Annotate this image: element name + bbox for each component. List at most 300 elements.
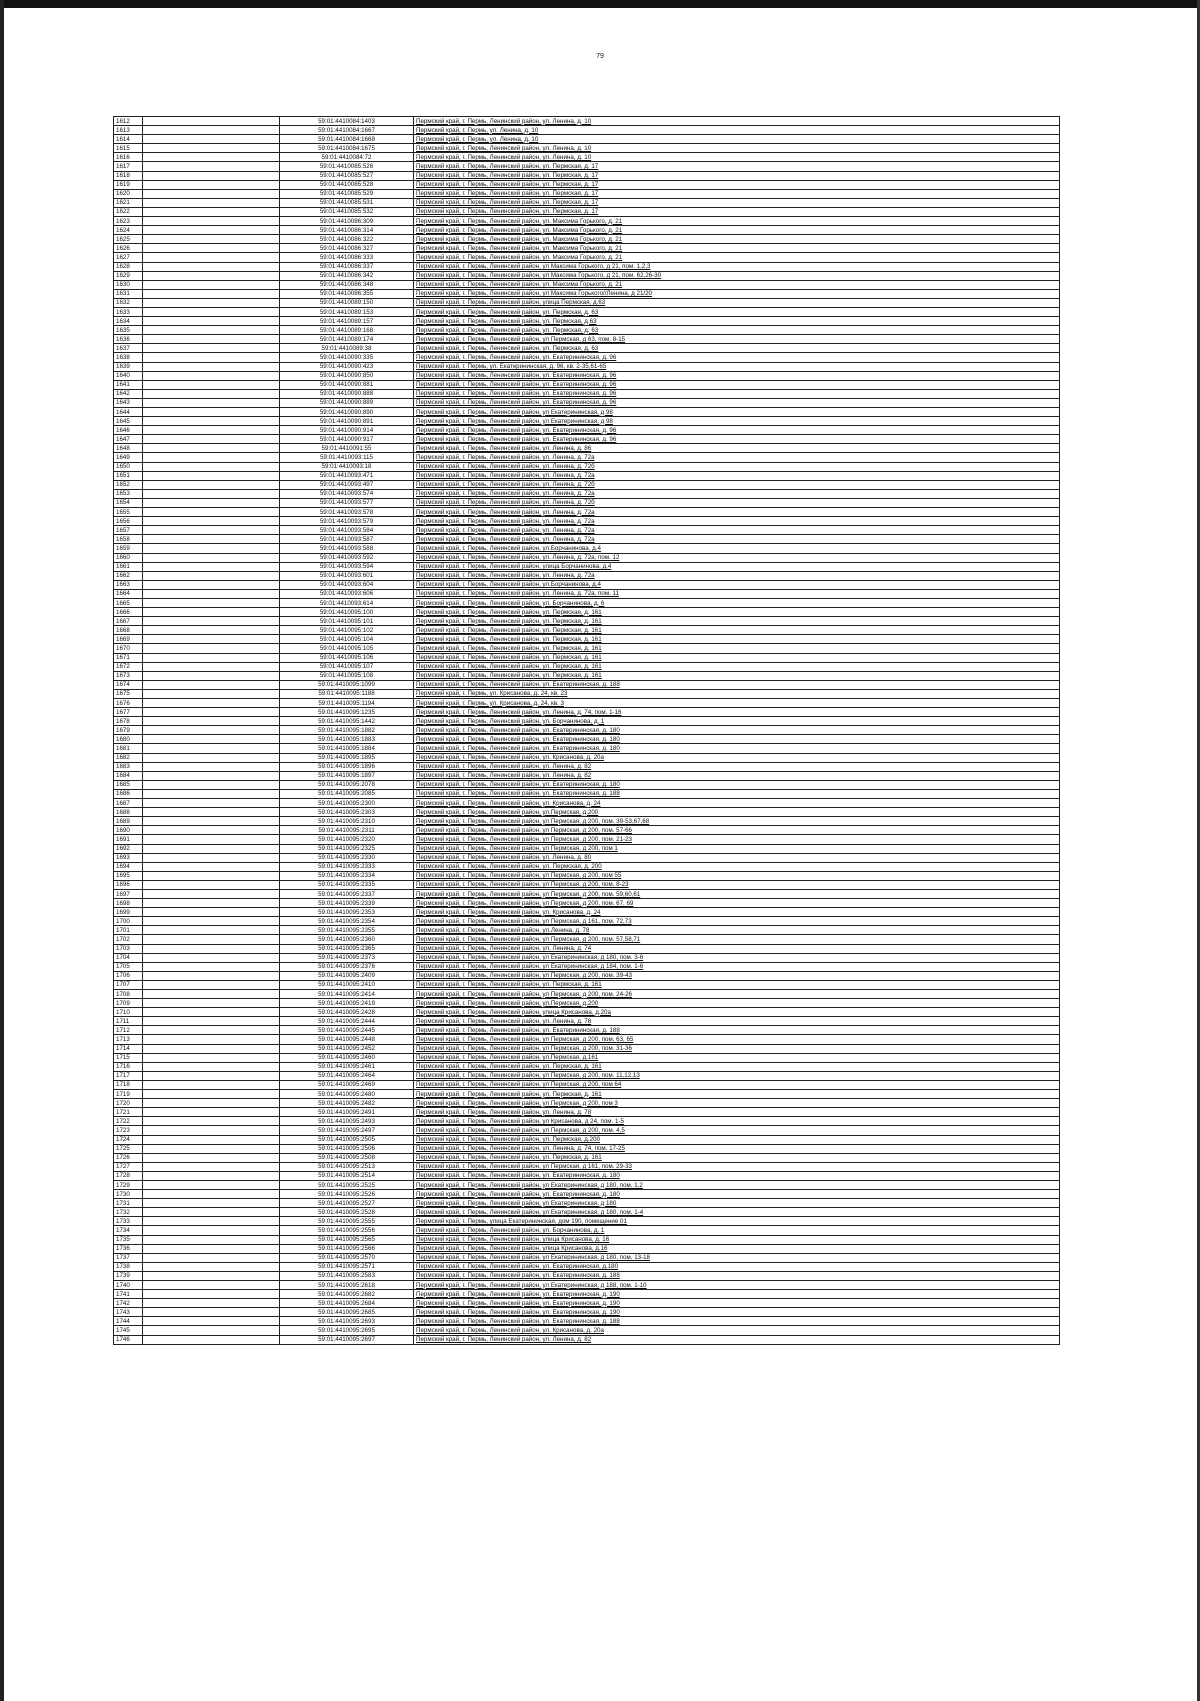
- cadastral-number-cell: 59:01:4410090:889: [280, 398, 414, 407]
- address-cell: Пермский край, г. Пермь, Ленинский район, ул. Ленина, д. 72а: [414, 526, 1060, 535]
- address-cell: Пермский край, г. Пермь, Ленинский район, ул. Екатерининская, д. 180: [414, 735, 1060, 744]
- cadastral-number-cell: 59:01:4410095:2445: [280, 1026, 414, 1035]
- address-cell: Пермский край, г. Пермь, Ленинский район, ул Крисанова, д 24, пом. 1-5: [414, 1117, 1060, 1126]
- registry-table: [113, 116, 1060, 1345]
- cadastral-number-cell: 59:01:4410095:2482: [280, 1099, 414, 1108]
- row-number-cell: 1665: [114, 598, 143, 607]
- address-cell: Пермский край, г. Пермь, Ленинский район, ул Екатерининская, д 180, пом. 3-6: [414, 953, 1060, 962]
- table-row: [114, 753, 1060, 762]
- row-number-cell: 1717: [114, 1071, 143, 1080]
- address-cell: Пермский край, г. Пермь, Ленинский район, ул. Екатерининская, д.180: [414, 1262, 1060, 1271]
- empty-cell: [143, 135, 280, 144]
- cadastral-number-cell: 59:01:4410085:531: [280, 198, 414, 207]
- cadastral-number-cell: 59:01:4410095:2311: [280, 826, 414, 835]
- table-row: [114, 117, 1060, 126]
- empty-cell: [143, 1117, 280, 1126]
- cadastral-number-cell: 59:01:4410086:355: [280, 289, 414, 298]
- cadastral-number-cell: 59:01:4410095:2339: [280, 899, 414, 908]
- cadastral-number-cell: 59:01:4410091:55: [280, 444, 414, 453]
- table-row: [114, 317, 1060, 326]
- empty-cell: [143, 1235, 280, 1244]
- address-cell: Пермский край, г. Пермь, Ленинский район, ул. Пермская, д. 161: [414, 635, 1060, 644]
- address-cell: Пермский край, г. Пермь, ул. Крисанова, д. 24, кв. 3: [414, 699, 1060, 708]
- table-row: [114, 1026, 1060, 1035]
- empty-cell: [143, 662, 280, 671]
- address-cell: Пермский край, г. Пермь, Ленинский район, ул Екатерининская, д 98: [414, 408, 1060, 417]
- table-row: [114, 1235, 1060, 1244]
- empty-cell: [143, 1044, 280, 1053]
- cadastral-number-cell: 59:01:4410093:588: [280, 544, 414, 553]
- empty-cell: [143, 171, 280, 180]
- cadastral-number-cell: 59:01:4410095:1883: [280, 735, 414, 744]
- address-cell: Пермский край, г. Пермь, Ленинский район, ул. Ленина, д. 72а, пом. 12: [414, 553, 1060, 562]
- row-number-cell: 1714: [114, 1044, 143, 1053]
- table-row: [114, 853, 1060, 862]
- address-cell: Пермский край, г. Пермь, Ленинский район, ул. Пермская, д. 161: [414, 644, 1060, 653]
- address-cell: Пермский край, г. Пермь, Ленинский район, ул Екатерининская, д 180: [414, 1199, 1060, 1208]
- row-number-cell: 1660: [114, 553, 143, 562]
- row-number-cell: 1666: [114, 608, 143, 617]
- address-cell: Пермский край, г. Пермь, Ленинский район, ул. Ленина, д. 72а: [414, 571, 1060, 580]
- empty-cell: [143, 453, 280, 462]
- empty-cell: [143, 362, 280, 371]
- address-cell: Пермский край, г. Пермь, Ленинский район, ул. Ленина, д. 72а, пом. 11: [414, 589, 1060, 598]
- empty-cell: [143, 962, 280, 971]
- row-number-cell: 1638: [114, 353, 143, 362]
- table-row: [114, 180, 1060, 189]
- empty-cell: [143, 717, 280, 726]
- cadastral-number-cell: 59:01:4410095:2078: [280, 780, 414, 789]
- address-cell: Пермский край, г. Пермь, Ленинский район, ул. Максима Горького, д. 21: [414, 217, 1060, 226]
- row-number-cell: 1729: [114, 1180, 143, 1189]
- row-number-cell: 1631: [114, 289, 143, 298]
- empty-cell: [143, 280, 280, 289]
- table-row: [114, 453, 1060, 462]
- row-number-cell: 1699: [114, 908, 143, 917]
- row-number-cell: 1626: [114, 244, 143, 253]
- row-number-cell: 1694: [114, 862, 143, 871]
- row-number-cell: 1718: [114, 1080, 143, 1089]
- empty-cell: [143, 1281, 280, 1290]
- cadastral-number-cell: 59:01:4410095:2410: [280, 980, 414, 989]
- empty-cell: [143, 517, 280, 526]
- table-row: [114, 326, 1060, 335]
- table-row: [114, 580, 1060, 589]
- empty-cell: [143, 598, 280, 607]
- cadastral-number-cell: 59:01:4410085:528: [280, 180, 414, 189]
- row-number-cell: 1734: [114, 1226, 143, 1235]
- cadastral-number-cell: 59:01:4410095:2360: [280, 935, 414, 944]
- table-row: [114, 517, 1060, 526]
- address-cell: Пермский край, г. Пермь, Ленинский район, ул. Пермская, д. 17: [414, 162, 1060, 171]
- cadastral-number-cell: 59:01:4410095:2085: [280, 789, 414, 798]
- address-cell: Пермский край, г. Пермь, Ленинский район, ул. Максима Горького, д. 21: [414, 244, 1060, 253]
- address-cell: Пермский край, г. Пермь, Ленинский район, ул. Екатерининская, д. 188: [414, 1026, 1060, 1035]
- cadastral-number-cell: 59:01:4410086:322: [280, 235, 414, 244]
- address-cell: Пермский край, г. Пермь, Ленинский район, ул. Пермская, д. 161: [414, 662, 1060, 671]
- cadastral-number-cell: 59:01:4410085:529: [280, 189, 414, 198]
- cadastral-number-cell: 59:01:4410095:2480: [280, 1090, 414, 1099]
- cadastral-number-cell: 59:01:4410093:587: [280, 535, 414, 544]
- table-row: [114, 444, 1060, 453]
- cadastral-number-cell: 59:01:4410093:614: [280, 598, 414, 607]
- row-number-cell: 1746: [114, 1335, 143, 1344]
- row-number-cell: 1649: [114, 453, 143, 462]
- row-number-cell: 1646: [114, 426, 143, 435]
- cadastral-number-cell: 59:01:4410086:348: [280, 280, 414, 289]
- address-cell: Пермский край, г. Пермь, Ленинский район, ул Пермская, д 200, пом 3: [414, 1099, 1060, 1108]
- row-number-cell: 1731: [114, 1199, 143, 1208]
- table-row: [114, 699, 1060, 708]
- table-row: [114, 562, 1060, 571]
- address-cell: Пермский край, г. Пермь, Ленинский район, ул Пермская, д 200, пом. 39-43: [414, 971, 1060, 980]
- cadastral-number-cell: 59:01:4410095:2556: [280, 1226, 414, 1235]
- table-row: [114, 762, 1060, 771]
- cadastral-number-cell: 59:01:4410095:2428: [280, 1008, 414, 1017]
- address-cell: Пермский край, г. Пермь, Ленинский район, ул. Пермская, д.63: [414, 317, 1060, 326]
- cadastral-number-cell: 59:01:4410095:2464: [280, 1071, 414, 1080]
- row-number-cell: 1641: [114, 380, 143, 389]
- row-number-cell: 1642: [114, 389, 143, 398]
- empty-cell: [143, 1308, 280, 1317]
- row-number-cell: 1639: [114, 362, 143, 371]
- empty-cell: [143, 444, 280, 453]
- address-cell: Пермский край, г. Пермь, Ленинский район, улица Пермская, д.63: [414, 298, 1060, 307]
- cadastral-number-cell: 59:01:4410095:2583: [280, 1271, 414, 1280]
- empty-cell: [143, 198, 280, 207]
- table-row: [114, 1144, 1060, 1153]
- cadastral-number-cell: 59:01:4410095:2555: [280, 1217, 414, 1226]
- row-number-cell: 1664: [114, 589, 143, 598]
- empty-cell: [143, 408, 280, 417]
- empty-cell: [143, 1162, 280, 1171]
- row-number-cell: 1681: [114, 744, 143, 753]
- empty-cell: [143, 180, 280, 189]
- row-number-cell: 1739: [114, 1271, 143, 1280]
- table-row: [114, 1317, 1060, 1326]
- table-row: [114, 526, 1060, 535]
- row-number-cell: 1671: [114, 653, 143, 662]
- address-cell: Пермский край, г. Пермь, Ленинский район, ул. Екатерининская, д. 180: [414, 744, 1060, 753]
- cadastral-number-cell: 59:01:4410095:106: [280, 653, 414, 662]
- row-number-cell: 1710: [114, 1008, 143, 1017]
- address-cell: Пермский край, г. Пермь, Ленинский район, ул. Ленина, д. 72а: [414, 471, 1060, 480]
- cadastral-number-cell: 59:01:4410095:2353: [280, 908, 414, 917]
- address-cell: Пермский край, г. Пермь, Ленинский район, ул. Пермская, д. 17: [414, 171, 1060, 180]
- table-row: [114, 1335, 1060, 1344]
- row-number-cell: 1624: [114, 226, 143, 235]
- cadastral-number-cell: 59:01:4410090:891: [280, 417, 414, 426]
- row-number-cell: 1685: [114, 780, 143, 789]
- address-cell: Пермский край, г. Пермь, Ленинский район, ул. Пермская, д. 17: [414, 207, 1060, 216]
- table-row: [114, 162, 1060, 171]
- table-row: [114, 1199, 1060, 1208]
- table-row: [114, 307, 1060, 316]
- table-row: [114, 1108, 1060, 1117]
- cadastral-number-cell: 59:01:4410095:2695: [280, 1326, 414, 1335]
- address-cell: Пермский край, г. Пермь, Ленинский район, ул. Екатерининская, д. 96: [414, 371, 1060, 380]
- address-cell: Пермский край, г. Пермь, ул. Ленина, д. 10: [414, 126, 1060, 135]
- table-row: [114, 353, 1060, 362]
- row-number-cell: 1703: [114, 944, 143, 953]
- cadastral-number-cell: 59:01:4410084:1668: [280, 135, 414, 144]
- empty-cell: [143, 153, 280, 162]
- address-cell: Пермский край, г. Пермь, Ленинский район, улица Крисанова, д. 16: [414, 1235, 1060, 1244]
- row-number-cell: 1712: [114, 1026, 143, 1035]
- empty-cell: [143, 999, 280, 1008]
- table-row: [114, 1271, 1060, 1280]
- address-cell: Пермский край, г. Пермь, ул. Ленина, д. 10: [414, 135, 1060, 144]
- table-row: [114, 489, 1060, 498]
- row-number-cell: 1623: [114, 217, 143, 226]
- address-cell: Пермский край, г. Пермь, Ленинский район, ул. Ленина, д. 72а: [414, 517, 1060, 526]
- address-cell: Пермский край, г. Пермь, Ленинский район, ул. Ленина, д. 74, пом. 1-16: [414, 708, 1060, 717]
- empty-cell: [143, 162, 280, 171]
- table-row: [114, 1290, 1060, 1299]
- table-row: [114, 835, 1060, 844]
- table-row: [114, 426, 1060, 435]
- empty-cell: [143, 753, 280, 762]
- cadastral-number-cell: 59:01:4410090:881: [280, 380, 414, 389]
- table-row: [114, 1117, 1060, 1126]
- empty-cell: [143, 389, 280, 398]
- empty-cell: [143, 244, 280, 253]
- cadastral-number-cell: 59:01:4410095:2684: [280, 1299, 414, 1308]
- empty-cell: [143, 844, 280, 853]
- empty-cell: [143, 817, 280, 826]
- table-row: [114, 344, 1060, 353]
- table-row: [114, 889, 1060, 898]
- address-cell: Пермский край, г. Пермь, Ленинский район, ул. Екатерининская, д. 190: [414, 1308, 1060, 1317]
- table-row: [114, 135, 1060, 144]
- empty-cell: [143, 680, 280, 689]
- address-cell: Пермский край, г. Пермь, Ленинский район, ул. Пермская, д. 161: [414, 671, 1060, 680]
- empty-cell: [143, 1190, 280, 1199]
- cadastral-number-cell: 59:01:4410095:2444: [280, 1017, 414, 1026]
- cadastral-number-cell: 59:01:4410086:337: [280, 262, 414, 271]
- address-cell: Пермский край, г. Пермь, Ленинский район, ул. Пермская, д. 17: [414, 180, 1060, 189]
- empty-cell: [143, 799, 280, 808]
- row-number-cell: 1711: [114, 1017, 143, 1026]
- empty-cell: [143, 1208, 280, 1217]
- cadastral-number-cell: 59:01:4410095:2697: [280, 1335, 414, 1344]
- cadastral-number-cell: 59:01:4410093:604: [280, 580, 414, 589]
- row-number-cell: 1620: [114, 189, 143, 198]
- row-number-cell: 1656: [114, 517, 143, 526]
- cadastral-number-cell: 59:01:4410095:1897: [280, 771, 414, 780]
- cadastral-number-cell: 59:01:4410093:18: [280, 462, 414, 471]
- row-number-cell: 1691: [114, 835, 143, 844]
- cadastral-number-cell: 59:01:4410090:888: [280, 389, 414, 398]
- cadastral-number-cell: 59:01:4410084:72: [280, 153, 414, 162]
- address-cell: Пермский край, г. Пермь, Ленинский район, ул Пермская, д 200, пом. 67, 69: [414, 899, 1060, 908]
- cadastral-number-cell: 59:01:4410093:115: [280, 453, 414, 462]
- table-row: [114, 1035, 1060, 1044]
- cadastral-number-cell: 59:01:4410095:2335: [280, 880, 414, 889]
- row-number-cell: 1672: [114, 662, 143, 671]
- address-cell: Пермский край, г. Пермь, Ленинский район, ул Максима Горького, д 21, пом. 62,26-30: [414, 271, 1060, 280]
- row-number-cell: 1662: [114, 571, 143, 580]
- table-row: [114, 880, 1060, 889]
- table-row: [114, 1126, 1060, 1135]
- empty-cell: [143, 571, 280, 580]
- table-row: [114, 1180, 1060, 1189]
- empty-cell: [143, 744, 280, 753]
- address-cell: Пермский край, г. Пермь, Ленинский район, улица Крисанова, д.20а: [414, 1008, 1060, 1017]
- address-cell: Пермский край, г. Пермь, Ленинский район, ул.Пермская, д.200: [414, 999, 1060, 1008]
- address-cell: Пермский край, г. Пермь, Ленинский район, ул Максима Горького//Ленина, д 21/20: [414, 289, 1060, 298]
- cadastral-number-cell: 59:01:4410089:157: [280, 317, 414, 326]
- address-cell: Пермский край, г. Пермь, Ленинский район, ул Пермская, д 200, пом 55: [414, 871, 1060, 880]
- cadastral-number-cell: 59:01:4410095:2414: [280, 990, 414, 999]
- table-row: [114, 280, 1060, 289]
- empty-cell: [143, 1271, 280, 1280]
- cadastral-number-cell: 59:01:4410089:150: [280, 298, 414, 307]
- table-row: [114, 1153, 1060, 1162]
- row-number-cell: 1690: [114, 826, 143, 835]
- empty-cell: [143, 317, 280, 326]
- address-cell: Пермский край, г. Пермь, Ленинский район, ул. Ленина, д. 80: [414, 853, 1060, 862]
- address-cell: Пермский край, г. Пермь, Ленинский район, ул Пермская, д 200, пом. 4,5: [414, 1126, 1060, 1135]
- empty-cell: [143, 398, 280, 407]
- row-number-cell: 1635: [114, 326, 143, 335]
- table-row: [114, 253, 1060, 262]
- address-cell: Пермский край, г. Пермь, Ленинский район, ул. Екатерининская, д. 96: [414, 353, 1060, 362]
- table-row: [114, 1253, 1060, 1262]
- empty-cell: [143, 826, 280, 835]
- table-row: [114, 871, 1060, 880]
- empty-cell: [143, 1108, 280, 1117]
- cadastral-number-cell: 59:01:4410093:594: [280, 562, 414, 571]
- row-number-cell: 1653: [114, 489, 143, 498]
- address-cell: Пермский край, г. Пермь, Ленинский район, ул. Ленина, д. 72б: [414, 498, 1060, 507]
- table-row: [114, 198, 1060, 207]
- empty-cell: [143, 580, 280, 589]
- cadastral-number-cell: 59:01:4410095:1188: [280, 689, 414, 698]
- empty-cell: [143, 653, 280, 662]
- table-row: [114, 508, 1060, 517]
- table-row: [114, 144, 1060, 153]
- empty-cell: [143, 990, 280, 999]
- row-number-cell: 1673: [114, 671, 143, 680]
- row-number-cell: 1613: [114, 126, 143, 135]
- empty-cell: [143, 735, 280, 744]
- cadastral-number-cell: 59:01:4410095:2513: [280, 1162, 414, 1171]
- table-row: [114, 298, 1060, 307]
- table-row: [114, 935, 1060, 944]
- row-number-cell: 1684: [114, 771, 143, 780]
- empty-cell: [143, 1153, 280, 1162]
- row-number-cell: 1686: [114, 789, 143, 798]
- table-row: [114, 480, 1060, 489]
- empty-cell: [143, 226, 280, 235]
- row-number-cell: 1677: [114, 708, 143, 717]
- empty-cell: [143, 1253, 280, 1262]
- table-row: [114, 226, 1060, 235]
- row-number-cell: 1622: [114, 207, 143, 216]
- table-row: [114, 462, 1060, 471]
- row-number-cell: 1689: [114, 817, 143, 826]
- table-row: [114, 653, 1060, 662]
- table-row: [114, 1053, 1060, 1062]
- address-cell: Пермский край, г. Пермь, Ленинский район, ул Максима Горького, д 21, пом. 1,2,3: [414, 262, 1060, 271]
- registry-table-body: [114, 117, 1060, 1345]
- table-row: [114, 689, 1060, 698]
- cadastral-number-cell: 59:01:4410089:38: [280, 344, 414, 353]
- cadastral-number-cell: 59:01:4410090:850: [280, 371, 414, 380]
- cadastral-number-cell: 59:01:4410089:168: [280, 326, 414, 335]
- address-cell: Пермский край, г. Пермь, Ленинский район, ул Пермская, д 63, пом. 8-15: [414, 335, 1060, 344]
- empty-cell: [143, 853, 280, 862]
- empty-cell: [143, 144, 280, 153]
- row-number-cell: 1738: [114, 1262, 143, 1271]
- cadastral-number-cell: 59:01:4410095:2508: [280, 1153, 414, 1162]
- empty-cell: [143, 1180, 280, 1189]
- row-number-cell: 1695: [114, 871, 143, 880]
- empty-cell: [143, 1090, 280, 1099]
- table-row: [114, 362, 1060, 371]
- address-cell: Пермский край, г. Пермь, Ленинский район, ул. Крисанова, д. 24: [414, 799, 1060, 808]
- row-number-cell: 1741: [114, 1290, 143, 1299]
- cadastral-number-cell: 59:01:4410095:2565: [280, 1235, 414, 1244]
- empty-cell: [143, 217, 280, 226]
- address-cell: Пермский край, г. Пермь, Ленинский район, ул. Ленина, д. 74, пом. 17-25: [414, 1144, 1060, 1153]
- empty-cell: [143, 953, 280, 962]
- row-number-cell: 1658: [114, 535, 143, 544]
- address-cell: Пермский край, г. Пермь, Ленинский район, ул. Ленина, д. 10: [414, 117, 1060, 126]
- table-row: [114, 771, 1060, 780]
- address-cell: Пермский край, г. Пермь, Ленинский район, ул.Борчанинова, д.4: [414, 544, 1060, 553]
- cadastral-number-cell: 59:01:4410093:606: [280, 589, 414, 598]
- empty-cell: [143, 1053, 280, 1062]
- row-number-cell: 1682: [114, 753, 143, 762]
- address-cell: Пермский край, г. Пермь, Ленинский район, ул.Пермская, д.200: [414, 808, 1060, 817]
- cadastral-number-cell: 59:01:4410095:2469: [280, 1080, 414, 1089]
- row-number-cell: 1701: [114, 926, 143, 935]
- row-number-cell: 1743: [114, 1308, 143, 1317]
- row-number-cell: 1654: [114, 498, 143, 507]
- table-row: [114, 271, 1060, 280]
- empty-cell: [143, 544, 280, 553]
- row-number-cell: 1633: [114, 307, 143, 316]
- table-row: [114, 899, 1060, 908]
- row-number-cell: 1630: [114, 280, 143, 289]
- row-number-cell: 1733: [114, 1217, 143, 1226]
- table-row: [114, 126, 1060, 135]
- empty-cell: [143, 1262, 280, 1271]
- cadastral-number-cell: 59:01:4410090:423: [280, 362, 414, 371]
- cadastral-number-cell: 59:01:4410093:578: [280, 508, 414, 517]
- table-row: [114, 498, 1060, 507]
- scan-border-top: [0, 0, 1200, 8]
- cadastral-number-cell: 59:01:4410095:2325: [280, 844, 414, 853]
- cadastral-number-cell: 59:01:4410095:2693: [280, 1317, 414, 1326]
- address-cell: Пермский край, г. Пермь, улица Екатерининская, дом 190, помещение 01: [414, 1217, 1060, 1226]
- empty-cell: [143, 608, 280, 617]
- table-row: [114, 235, 1060, 244]
- empty-cell: [143, 1026, 280, 1035]
- cadastral-number-cell: 59:01:4410095:2448: [280, 1035, 414, 1044]
- cadastral-number-cell: 59:01:4410085:526: [280, 162, 414, 171]
- table-row: [114, 289, 1060, 298]
- address-cell: Пермский край, г. Пермь, Ленинский район, ул Пермская, д 200, пом 64: [414, 1080, 1060, 1089]
- table-row: [114, 1326, 1060, 1335]
- table-row: [114, 171, 1060, 180]
- empty-cell: [143, 553, 280, 562]
- cadastral-number-cell: 59:01:4410095:2373: [280, 953, 414, 962]
- address-cell: Пермский край, г. Пермь, Ленинский район, ул. Екатерининская, д. 96: [414, 426, 1060, 435]
- address-cell: Пермский край, г. Пермь, Ленинский район, ул. Пермская, д. 63: [414, 344, 1060, 353]
